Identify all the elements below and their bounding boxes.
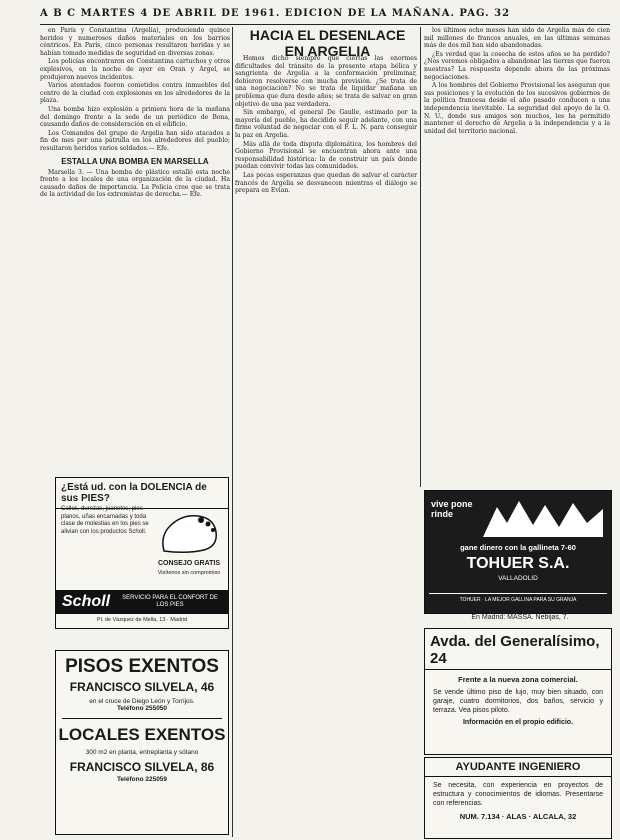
article-paragraph: Marsella 3. — Una bomba de plástico estalló esta noche frente a los locales de una organización de la ciudad. Ha causado daños de importancia. La Policía cree que se trata de la actividad de los extremistas de derecha.— Efe. bbox=[40, 168, 230, 199]
ayudante-ad bbox=[424, 757, 612, 839]
article-paragraph: ¿Es verdad que la cosecha de estos años se ha perdido? ¿Nos veremos obligados a abandonar las tierras que fueron nuestras? La respuesta depende ahora de las próximas negociaciones. bbox=[424, 50, 610, 81]
tohuer-ad bbox=[424, 490, 612, 614]
column-rule bbox=[420, 27, 421, 487]
avda-title: Avda. del Generalísimo, 24 bbox=[425, 629, 611, 670]
pisos-street: FRANCISCO SILVELA, 46 bbox=[69, 680, 215, 694]
article-paragraph: Varios atentados fueron cometidos contra inmuebles del centro de la ciudad con explosiones en los alrededores de la plaza. bbox=[40, 82, 230, 105]
article-paragraph: Una bomba hizo explosión a primera hora de la mañana del domingo frente a la sede de un periódico de Bona, causando daños de consideración en el edificio. bbox=[40, 105, 230, 129]
tohuer-line: gane dinero con la gallineta 7-60 bbox=[460, 543, 576, 552]
ad-body: Callos, durezas, juanetes, pies planos, uñas encarnadas y toda clase de molestias en los pies se alivian con los productos Scholl. bbox=[61, 506, 149, 535]
article-paragraph: Más allá de toda disputa diplomática, los hombres del Gobierno Provisional se encuentran ahora ante una responsabilidad histórica: la de construir un país donde puedan convivir todas las comunidades. bbox=[235, 140, 417, 171]
avda-body: Se vende último piso de lujo, muy bien situado, con garaje, cuatro dormitorios, dos baños, servicio y terraza. Vea pisos piloto. bbox=[433, 689, 603, 714]
column-rule bbox=[232, 27, 233, 837]
article-paragraph: en París y Constantina (Argelia), produciendo quince heridos y numerosos daños materiales en los barrios céntricos. En París, cinco personas resultaron heridas y se habían tomado medidas de seguridad en diversas zonas. bbox=[40, 27, 230, 57]
locales-street: FRANCISCO SILVELA, 86 bbox=[69, 760, 215, 774]
scholl-address: Pl. de Vázquez de Mella, 13 · Madrid bbox=[96, 617, 188, 623]
column-left bbox=[40, 27, 230, 472]
ayudante-address: NUM. 7.134 · ALAS · ALCALA, 32 bbox=[459, 812, 577, 821]
pisos-ad bbox=[55, 650, 229, 835]
pisos-phone: Teléfono 255050 bbox=[116, 705, 168, 712]
tohuer-brand: TOHUER S.A. bbox=[466, 555, 570, 572]
column-center bbox=[235, 55, 417, 835]
locales-phone: Teléfono 225059 bbox=[116, 776, 168, 783]
avda-contact: Información en el propio edificio. bbox=[462, 719, 574, 726]
headline-marsella: ESTALLA UNA BOMBA EN MARSELLA bbox=[61, 156, 209, 166]
tohuer-madrid: En Madrid: MASSA. Nebijas, 7. bbox=[471, 614, 569, 621]
main-headline: HACIA EL DESENLACE EN ARGELIA bbox=[249, 27, 406, 59]
avda-ad bbox=[424, 628, 612, 755]
article-paragraph: los últimos ocho meses han sido de Argelia más de cien mil millones de francos anuales, en las últimas semanas más de dos mil han sido abandonadas. bbox=[424, 27, 610, 50]
chicks-icon bbox=[483, 497, 603, 537]
locales-title: LOCALES EXENTOS bbox=[58, 725, 226, 744]
article-paragraph: A los hombres del Gobierno Provisional les aseguran que sus posiciones y la evolución de los sucesivos gobiernos de la política francesa desde el año pasado conducen a una independencia inevitable. La seguridad del apoyo de la O. N. U., donde sus amigos son muchos, les ha permitido mantener el derecho de Argelia a la independencia y a la unidad del territorio nacional. bbox=[424, 82, 610, 135]
locales-detail: 300 m2 en planta, entreplanta y sótano bbox=[85, 749, 199, 756]
ad-question: ¿Está ud. con la DOLENCIA de sus PIES? bbox=[56, 478, 228, 509]
scholl-service: SERVICIO PARA EL CONFORT DE LOS PIES bbox=[122, 595, 218, 608]
article-paragraph: Los policías encontraron en Constantina cartuchos y otros explosivos, en la noche de ayer en Oran y Argel, se produjeron nuevos incidentes. bbox=[40, 58, 230, 81]
ayudante-title: AYUDANTE INGENIERO bbox=[425, 758, 611, 777]
consejo-label: CONSEJO GRATIS bbox=[157, 560, 221, 567]
article-paragraph: Las pocas esperanzas que quedan de salvar el carácter francés de Argelia se desvanecen mientras el diálogo se prepara en Evian. bbox=[235, 171, 417, 195]
scholl-banner bbox=[56, 590, 228, 614]
article-paragraph: Los Comandos del grupo de Argelia han sido atacados a fin de mes por una patrulla en los alrededores del pueblo; resultaron heridos varios soldados.— Efe. bbox=[40, 129, 230, 152]
foot-icon bbox=[156, 506, 222, 556]
consejo-sub: Visítenos sin compromiso bbox=[157, 570, 221, 576]
ayudante-body: Se necesita, con experiencia en proyectos de estructura y conocimientos de idiomas. Presentarse con referencias. bbox=[433, 782, 603, 807]
tohuer-city: VALLADOLID bbox=[498, 575, 538, 582]
page-header: A B C MARTES 4 DE ABRIL DE 1961. EDICION DE LA MAÑANA. PAG. 32 bbox=[40, 8, 610, 25]
column-right bbox=[424, 27, 610, 482]
scholl-ad bbox=[55, 477, 229, 629]
article-paragraph: Sin embargo, el general De Gaulle, estimado por la mayoría del pueblo, ha decidido seguir adelante, con una firme voluntad de negociar con el F. L. N. para conseguir la paz en Argelia. bbox=[235, 109, 417, 139]
scholl-brand: Scholl bbox=[62, 593, 111, 610]
avda-sub: Frente a la nueva zona comercial. bbox=[458, 675, 578, 684]
pisos-location: en el cruce de Diego León y Torrijos. bbox=[89, 698, 195, 705]
article-paragraph: Hemos dicho siempre que ciertas las enormes dificultades del tránsito de la presente etapa bélica y sangrienta de Argelia a la conformación preliminar, debieron resolverse con mucha previsión. ¿Se trata de una negociación? No se trata de liquidar mañana un problema que dura desde años; se trata de salvar en gran objetivo de una paz verdadera. bbox=[235, 55, 417, 108]
pisos-title: PISOS EXENTOS bbox=[65, 656, 219, 677]
tohuer-footer: TOHUER · LA MEJOR GALLINA PARA SU GRANJA bbox=[429, 593, 607, 603]
tohuer-slogan: vive pone rinde bbox=[431, 499, 473, 519]
